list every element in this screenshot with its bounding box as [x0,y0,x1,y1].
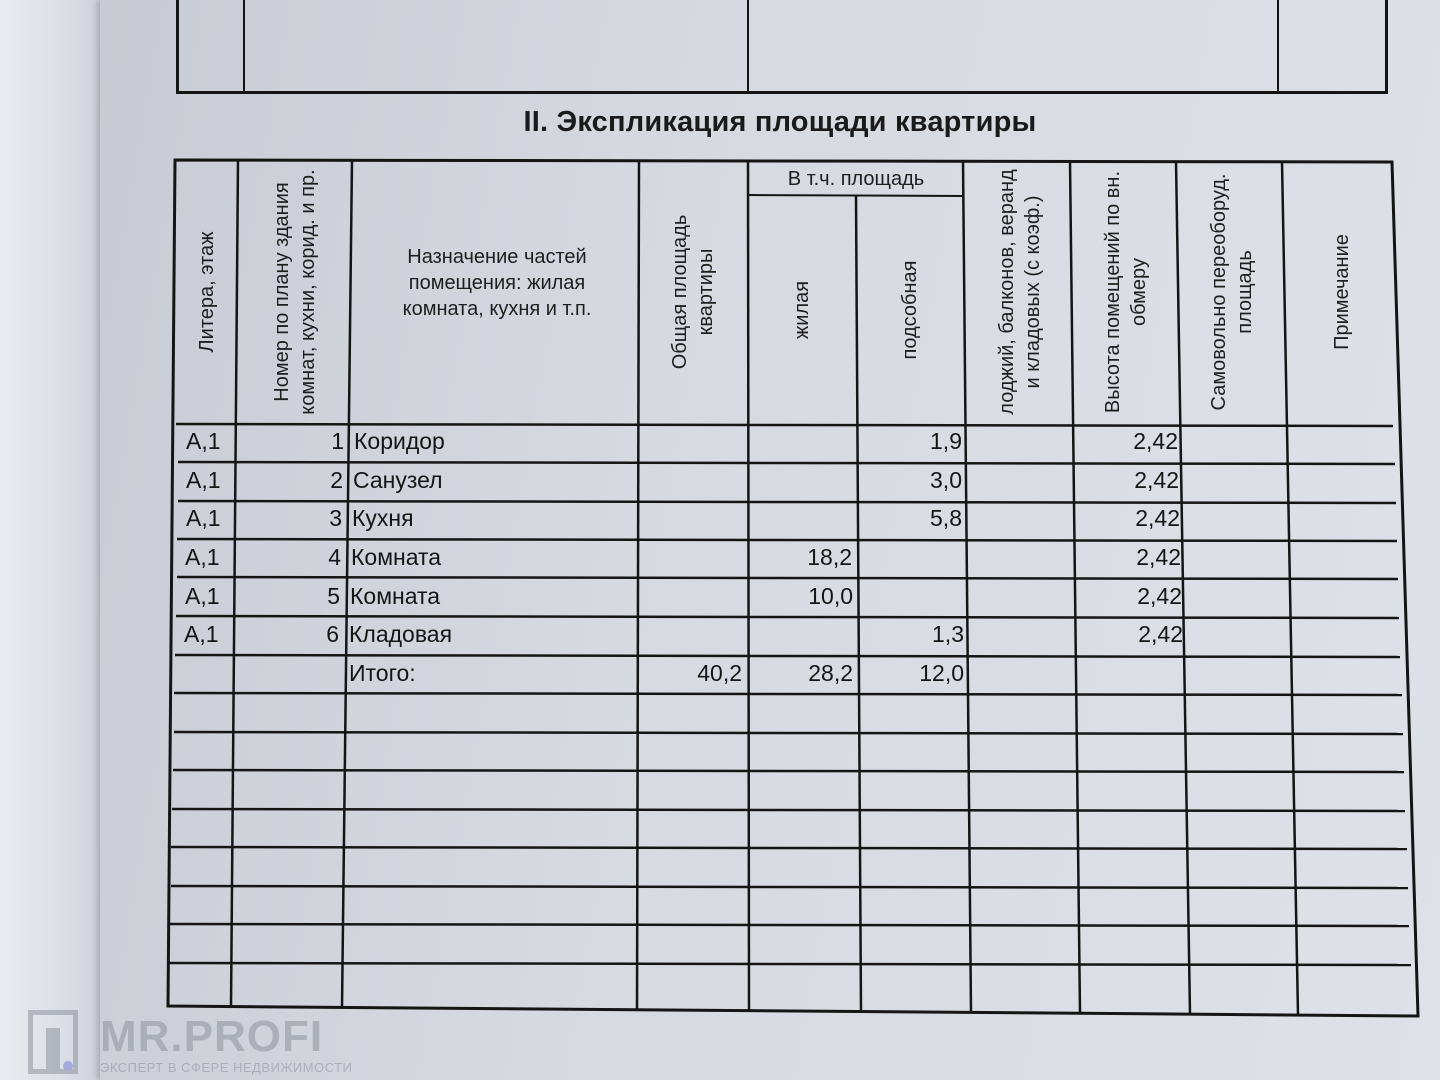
table-row-1-number: 1 [331,428,344,454]
table-row-3-height: 2,42 [1135,505,1180,531]
header-auxiliary: подсобная [899,260,921,360]
header-room-number: Номер по плану здания комнат, кухни, корид. и пр. [271,169,319,415]
table-row-6-auxiliary: 1,3 [932,621,964,647]
table-row-6-litera: А,1 [184,621,219,647]
table-row-2-number: 2 [330,467,343,493]
table-row-6-purpose: Кладовая [349,621,453,647]
header-purpose: Назначение частей помещения: жилая комната, кухня и т.п. [402,246,592,320]
watermark-logo [28,1010,388,1078]
header-litera: Литера, этаж [196,231,218,353]
table-row-5-litera: А,1 [185,583,220,609]
table-row-1-auxiliary: 1,9 [930,428,962,454]
table-row-4-litera: А,1 [185,544,220,570]
table-row-3-litera: А,1 [186,505,221,531]
brand-mark-icon [28,1010,78,1074]
watermark-name: MR.PROFI [100,1012,324,1061]
header-loggia: лоджий, балконов, веранд и кладовых (с коэф.) [996,169,1044,415]
table-row-2-litera: А,1 [186,467,221,493]
totals-living-area: 28,2 [808,660,853,686]
table-row-5-purpose: Комната [350,583,441,609]
table-row-3-purpose: Кухня [352,505,414,531]
table-row-5-living: 10,0 [808,583,853,609]
table-row-3-number: 3 [329,505,342,531]
header-note: Примечание [1331,234,1353,350]
table-row-4-height: 2,42 [1136,544,1181,570]
header-height: Высота помещений по вн. обмеру [1102,170,1150,414]
totals-total-area: 40,2 [697,660,742,686]
table-row-2-height: 2,42 [1134,467,1179,493]
header-living: жилая [791,280,813,340]
table-row-5-number: 5 [327,583,340,609]
header-self-redesigned: Самовольно переоборуд. площадь [1208,173,1256,411]
table-row-4-purpose: Комната [351,544,442,570]
table-row-4-number: 4 [328,544,341,570]
table-row-5-height: 2,42 [1137,583,1182,609]
watermark-tagline: ЭКСПЕРТ В СФЕРЕ НЕДВИЖИМОСТИ [100,1060,353,1075]
table-row-1-height: 2,42 [1133,428,1178,454]
table-row-1-litera: А,1 [186,428,221,454]
table-row-6-height: 2,42 [1138,621,1183,647]
header-total-area: Общая площадь квартиры [669,214,717,370]
table-row-6-number: 6 [326,621,339,647]
header-area-group: В т.ч. площадь [787,168,925,190]
totals-auxiliary-area: 12,0 [919,660,964,686]
section-title: II. Экспликация площади квартиры [523,106,1037,138]
table-row-1-purpose: Коридор [354,428,445,454]
table-row-4-living: 18,2 [807,544,852,570]
totals-label: Итого: [349,660,416,686]
table-row-2-auxiliary: 3,0 [930,467,962,493]
table-row-3-auxiliary: 5,8 [930,505,962,531]
table-row-2-purpose: Санузел [353,467,443,493]
